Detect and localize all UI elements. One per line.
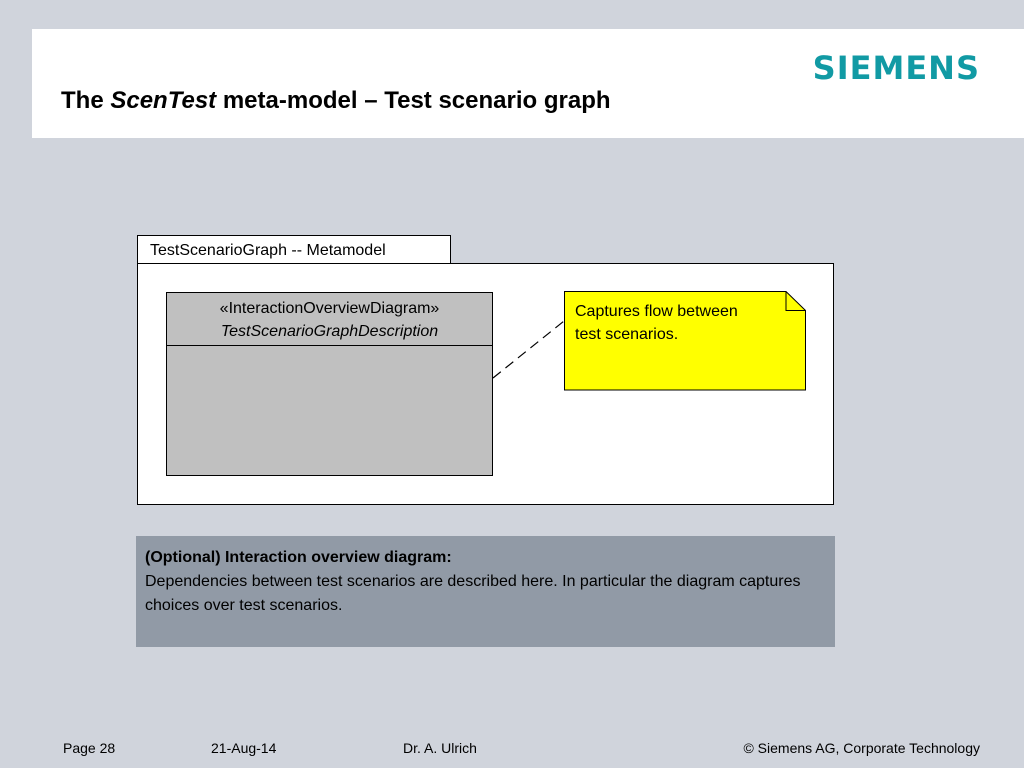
title-suffix: meta-model – Test scenario graph bbox=[216, 87, 611, 114]
footer-page: Page 28 bbox=[63, 740, 116, 756]
siemens-logo: SIEMENS bbox=[812, 49, 980, 87]
class-name: TestScenarioGraphDescription bbox=[220, 323, 439, 340]
note-line-2: test scenarios. bbox=[575, 326, 679, 343]
note-text bbox=[575, 300, 785, 346]
footer-author: Dr. A. Ulrich bbox=[403, 740, 477, 756]
package-label: TestScenarioGraph -- Metamodel bbox=[150, 242, 386, 259]
footer-date: 21-Aug-14 bbox=[211, 740, 277, 756]
class-stereotype: «InteractionOverviewDiagram» bbox=[219, 300, 440, 317]
note-line-1: Captures flow between bbox=[575, 303, 738, 320]
footer-copyright: © Siemens AG, Corporate Technology bbox=[743, 740, 980, 756]
note bbox=[564, 291, 806, 391]
info-heading: (Optional) Interaction overview diagram: bbox=[145, 549, 452, 566]
info-body: Dependencies between test scenarios are described here. In particular the diagram captures choices over test scenarios. bbox=[145, 573, 801, 614]
title-italic: ScenTest bbox=[110, 87, 217, 114]
info-box bbox=[136, 536, 835, 647]
title-prefix: The bbox=[61, 87, 111, 114]
